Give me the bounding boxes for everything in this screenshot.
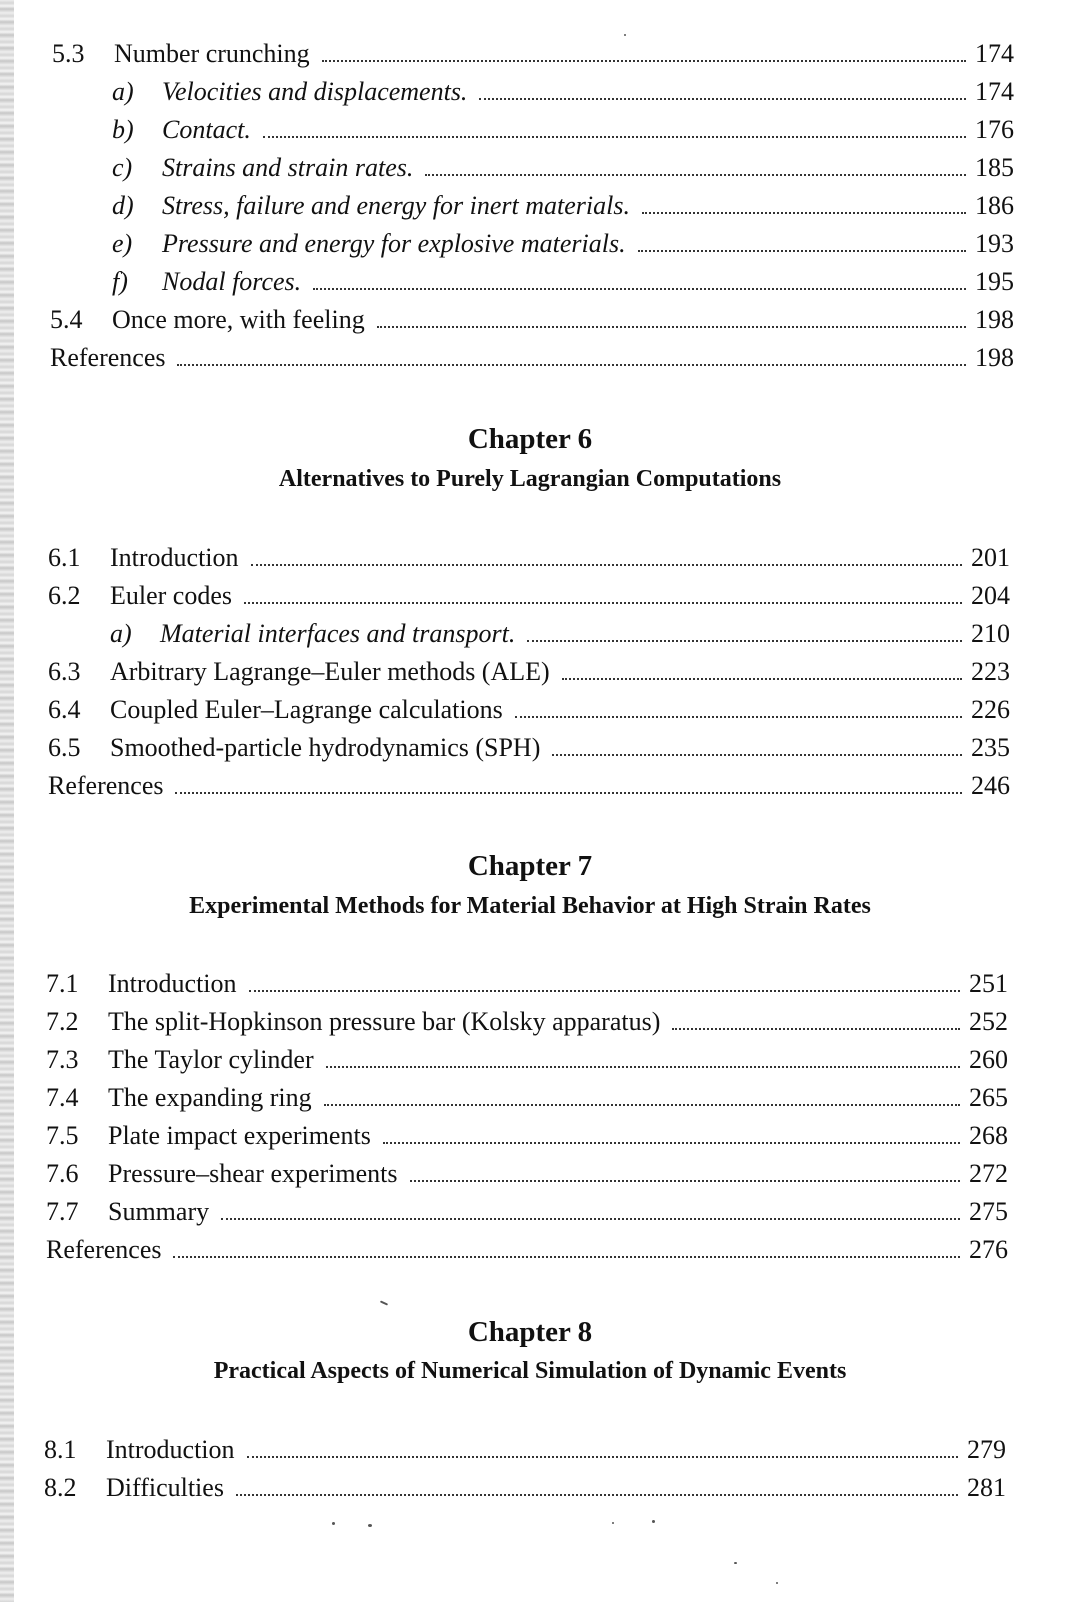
subsection-title: Velocities and displacements. [162,77,468,106]
section-number: 7.1 [46,969,79,998]
page-number: 186 [975,191,1014,220]
page-number: 195 [975,267,1014,296]
section-number: 8.1 [44,1435,77,1464]
subsection-title: Strains and strain rates. [162,153,414,182]
toc-entry-references-6[interactable] [48,770,1010,802]
page-number: 272 [969,1159,1008,1188]
page-number: 260 [969,1045,1008,1074]
subsection-letter: f) [112,267,128,296]
dot-leader [247,1456,958,1458]
references-title: References [46,1235,162,1264]
dot-leader [175,792,962,794]
section-title: Difficulties [106,1473,224,1502]
references-title: References [48,771,164,800]
dot-leader [173,1256,960,1258]
dot-leader [552,754,962,756]
dot-leader [221,1218,960,1220]
page-number: 174 [975,39,1014,68]
dot-leader [515,716,962,718]
page-number: 223 [971,657,1010,686]
chapter-7-heading: Chapter 7 [467,850,593,882]
subsection-letter: a) [110,619,132,648]
section-number: 7.4 [46,1083,79,1112]
page-number: 193 [975,229,1014,258]
page-number: 275 [969,1197,1008,1226]
toc-entry-references-5[interactable] [50,342,1014,374]
chapter-8-subtitle: Practical Aspects of Numerical Simulation of Dynamic Events [213,1358,847,1384]
dot-leader [410,1180,960,1182]
toc-entry-7-2[interactable] [46,1006,1008,1038]
subsection-letter: e) [112,229,133,258]
toc-entry-6-1[interactable] [48,542,1010,574]
dot-leader [177,364,966,366]
chapter-6-heading: Chapter 6 [467,423,593,455]
page-number: 226 [971,695,1010,724]
toc-entry-5-3-b[interactable] [112,114,1014,146]
dot-leader [326,1066,960,1068]
section-number: 6.4 [48,695,81,724]
dot-leader [638,250,966,252]
dot-leader [642,212,966,214]
dot-leader [479,98,966,100]
dot-leader [324,1104,960,1106]
section-title: Introduction [106,1435,235,1464]
section-number: 7.2 [46,1007,79,1036]
page-number: 279 [967,1435,1006,1464]
section-number: 6.3 [48,657,81,686]
section-title: Smoothed-particle hydrodynamics (SPH) [110,733,541,762]
dot-leader [672,1028,960,1030]
subsection-title: Contact. [162,115,251,144]
scan-speck [734,1562,737,1564]
scan-speck [652,1520,655,1523]
toc-entry-5-3-a[interactable] [112,76,1014,108]
section-number: 5.3 [52,39,85,68]
toc-entry-6-2-a[interactable] [110,618,1010,650]
section-number: 5.4 [50,305,83,334]
section-title: Arbitrary Lagrange–Euler methods (ALE) [110,657,550,686]
dot-leader [383,1142,960,1144]
section-title: The Taylor cylinder [108,1045,314,1074]
page-number: 176 [975,115,1014,144]
page-number: 252 [969,1007,1008,1036]
dot-leader [236,1494,958,1496]
toc-entry-6-5[interactable] [48,732,1010,764]
toc-entry-5-3-d[interactable] [112,190,1014,222]
scan-speck [624,34,626,36]
section-number: 7.5 [46,1121,79,1150]
toc-entry-7-7[interactable] [46,1196,1008,1228]
toc-entry-5-4[interactable] [50,304,1014,336]
section-number: 8.2 [44,1473,77,1502]
scan-speck [380,1300,388,1305]
section-number: 6.1 [48,543,81,572]
page-number: 268 [969,1121,1008,1150]
toc-entry-8-1[interactable] [44,1434,1006,1466]
dot-leader [425,174,966,176]
toc-entry-references-7[interactable] [46,1234,1008,1266]
page-number: 198 [975,343,1014,372]
section-title: Pressure–shear experiments [108,1159,398,1188]
subsection-letter: c) [112,153,133,182]
section-title: Introduction [110,543,239,572]
toc-entry-5-3-f[interactable] [112,266,1014,298]
page-number: 174 [975,77,1014,106]
toc-entry-7-6[interactable] [46,1158,1008,1190]
subsection-title: Material interfaces and transport. [160,619,516,648]
scan-speck [776,1582,778,1584]
dot-leader [249,990,960,992]
page-number: 276 [969,1235,1008,1264]
chapter-7-subtitle: Experimental Methods for Material Behavior at High Strain Rates [189,893,871,919]
scan-speck [368,1524,372,1527]
page-number: 251 [969,969,1008,998]
page-number: 201 [971,543,1010,572]
section-title: Introduction [108,969,237,998]
dot-leader [377,326,966,328]
toc-entry-8-2[interactable] [44,1472,1006,1504]
page-number: 246 [971,771,1010,800]
references-title: References [50,343,166,372]
section-title: Euler codes [110,581,233,610]
page-number: 204 [971,581,1010,610]
subsection-letter: a) [112,77,134,106]
toc-entry-6-4[interactable] [48,694,1010,726]
dot-leader [322,60,966,62]
toc-entry-7-4[interactable] [46,1082,1008,1114]
dot-leader [527,640,962,642]
toc-entry-5-3-e[interactable] [112,228,1014,260]
section-number: 7.3 [46,1045,79,1074]
section-number: 7.7 [46,1197,79,1226]
dot-leader [263,136,966,138]
subsection-letter: b) [112,115,134,144]
chapter-6-subtitle: Alternatives to Purely Lagrangian Computations [278,466,782,492]
page-number: 281 [967,1473,1006,1502]
section-title: Plate impact experiments [108,1121,371,1150]
subsection-title: Pressure and energy for explosive materials. [162,229,626,258]
chapter-8-heading: Chapter 8 [467,1316,593,1348]
subsection-title: Stress, failure and energy for inert materials. [162,191,630,220]
section-title: The expanding ring [108,1083,312,1112]
page-number: 210 [971,619,1010,648]
section-title: Summary [108,1197,210,1226]
subsection-letter: d) [112,191,134,220]
page-number: 185 [975,153,1014,182]
section-number: 6.2 [48,581,81,610]
section-title: The split-Hopkinson pressure bar (Kolsky apparatus) [108,1007,661,1036]
toc-entry-7-5[interactable] [46,1120,1008,1152]
scan-speck [332,1522,335,1525]
section-title: Once more, with feeling [112,305,365,334]
toc-entry-6-3[interactable] [48,656,1010,688]
subsection-title: Nodal forces. [162,267,302,296]
toc-entry-7-3[interactable] [46,1044,1008,1076]
dot-leader [251,564,962,566]
toc-entry-5-3[interactable] [52,38,1014,70]
dot-leader [313,288,966,290]
section-number: 6.5 [48,733,81,762]
toc-entry-7-1[interactable] [46,968,1008,1000]
section-number: 7.6 [46,1159,79,1188]
dot-leader [244,602,962,604]
toc-entry-5-3-c[interactable] [112,152,1014,184]
section-title: Coupled Euler–Lagrange calculations [110,695,503,724]
toc-entry-6-2[interactable] [48,580,1010,612]
page-number: 265 [969,1083,1008,1112]
dot-leader [562,678,962,680]
section-title: Number crunching [114,39,310,68]
page-number: 235 [971,733,1010,762]
page-number: 198 [975,305,1014,334]
scan-speck [612,1522,614,1524]
